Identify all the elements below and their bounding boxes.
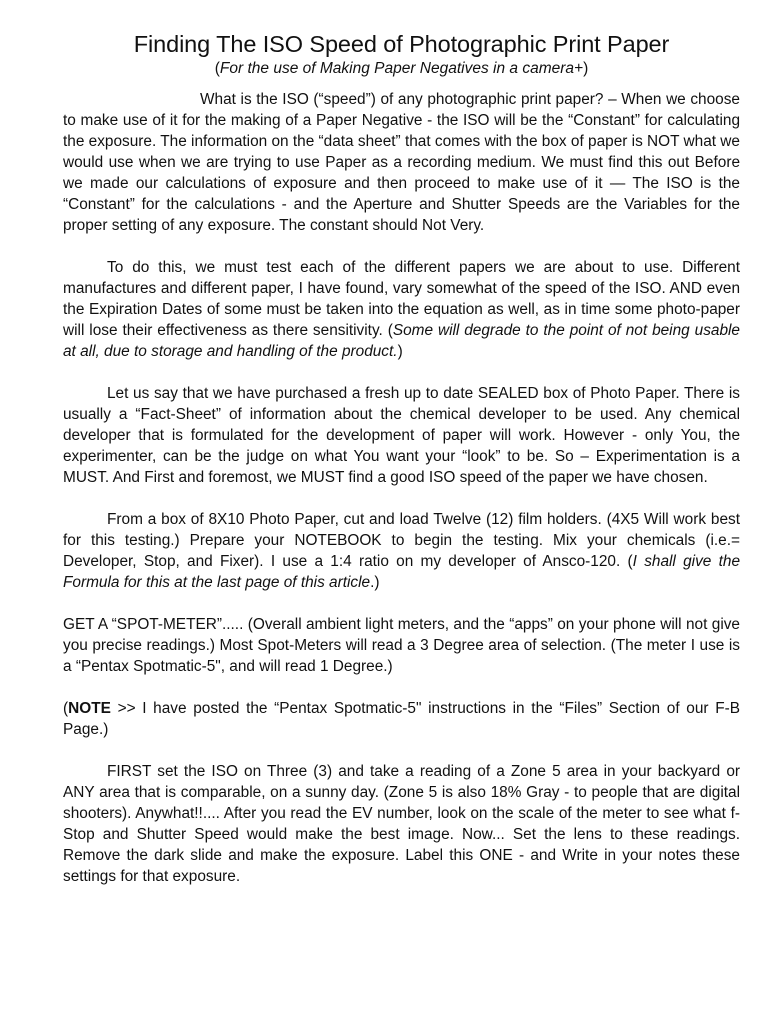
- paragraph-iso-question: What is the ISO (“speed”) of any photographic print paper? – When we choose to make use of it for the making of a Paper Negative - the ISO will be the “Constant” for calculating the exposure. The information on the “data sheet” that comes with the box of paper is NOT what we would use when we are trying to use Paper as a recording medium. We must find this out Before we made our calculations of exposure and then proceed to make use of it — The ISO is the “Constant” for the calculations - and the Aperture and Shutter Speeds are the Variables for the proper setting of any exposure. The constant should Not Very.: [63, 91, 740, 234]
- paragraph-film-holders-text: From a box of 8X10 Photo Paper, cut and load Twelve (12) film holders. (4X5 Will work best for this testing.) Prepare your NOTEBOOK to begin the testing. Mix your chemicals (i.e.= Developer, Stop, and Fixer). I use a 1:4 ratio on my developer of Ansco-120. (: [63, 511, 740, 570]
- paragraph-testing-italic: Some will degrade to the point of not being usable at all, due to storage and handling of the product.: [63, 322, 740, 360]
- paragraph-sealed-box: Let us say that we have purchased a fresh up to date SEALED box of Photo Paper. There is usually a “Fact-Sheet” of information about the chemical developer to be used. Any chemical developer that is formulated for the development of paper will work. However - only You, the experimenter, can be the judge on what You want your “look” to be. So – Experimentation is a MUST. And First and foremost, we MUST find a good ISO speed of the paper we have chosen.: [63, 385, 740, 486]
- subtitle-italic-text: For the use of Making Paper Negatives in a camera+: [219, 60, 584, 77]
- note-text: >> I have posted the “Pentax Spotmatic-5" instructions in the “Files” Section of our F-B Page.): [63, 700, 740, 738]
- paragraph-first-set-iso: FIRST set the ISO on Three (3) and take a reading of a Zone 5 area in your backyard or ANY area that is comparable, on a sunny day. (Zone 5 is also 18% Gray - to people that are digital shooters). Anywhat!!.... After you read the EV number, look on the scale of the meter to see what f-Stop and Shutter Speed would make the best image. Now... Set the lens to these readings. Remove the dark slide and make the exposure. Label this ONE - and Write in your notes these settings for that exposure.: [63, 763, 740, 885]
- paragraph-film-holders-italic: I shall give the Formula for this at the last page of this article: [63, 553, 741, 591]
- subtitle: [63, 59, 740, 79]
- note-open-paren: (: [63, 700, 69, 717]
- paragraph-note: [63, 698, 740, 740]
- paragraph-film-holders: [63, 509, 740, 593]
- paragraph-film-holders-close: .): [370, 574, 380, 591]
- paragraph-spot-meter: GET A “SPOT-METER”..... (Overall ambient light meters, and the “apps” on your phone will not give you precise readings.) Most Spot-Meters will read a 3 Degree area of selection. (The meter I use is a “Pentax Spotmatic-5", and will read 1 Degree.): [63, 616, 740, 675]
- note-label: NOTE: [68, 700, 111, 717]
- subtitle-open-paren: (: [214, 60, 220, 77]
- paragraph-testing-text: To do this, we must test each of the different papers we are about to use. Different manufactures and different paper, I have found, vary somewhat of the speed of the ISO. AND even the Expiration Dates of some must be taken into the equation as well, as in time some photo-paper will lose their effectiveness as there sensitivity. (: [63, 259, 740, 339]
- page-title: Finding The ISO Speed of Photographic Print Paper: [133, 31, 670, 57]
- paragraph-testing-close: ): [397, 343, 403, 360]
- subtitle-close-paren: ): [583, 60, 589, 77]
- paragraph-testing-papers: [63, 257, 740, 362]
